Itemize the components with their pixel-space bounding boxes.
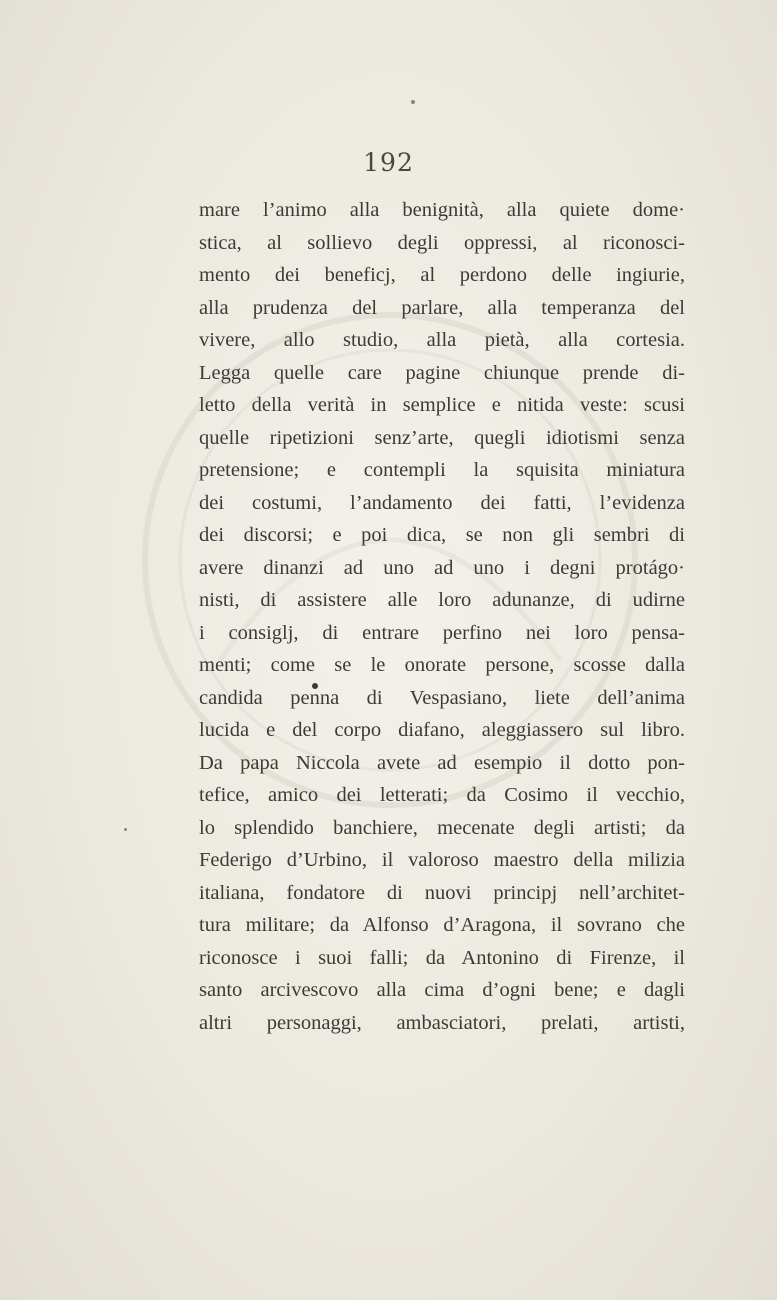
text-line: Federigo d’Urbino, il valoroso maestro della milizia xyxy=(199,849,685,871)
text-line: Legga quelle care pagine chiunque prende di- xyxy=(199,361,685,384)
text-line: altri personaggi, ambasciatori, prelati, artisti, xyxy=(199,1011,685,1034)
text-line: menti; come se le onorate persone, scosse dalla xyxy=(199,654,685,676)
text-line: tura militare; da Alfonso d’Aragona, il sovrano che xyxy=(199,914,685,936)
text-line: candida penna di Vespasiano, liete dell’anima xyxy=(199,686,685,709)
ink-speck xyxy=(124,828,127,831)
text-line: avere dinanzi ad uno ad uno i degni protágo· xyxy=(199,556,685,579)
text-line: tefice, amico dei letterati; da Cosimo il vecchio, xyxy=(199,784,685,806)
text-line: stica, al sollievo degli oppressi, al riconosci- xyxy=(199,231,685,254)
text-line: nisti, di assistere alle loro adunanze, di udirne xyxy=(199,589,685,611)
text-line: riconosce i suoi falli; da Antonino di Firenze, il xyxy=(199,946,685,969)
text-line: alla prudenza del parlare, alla temperanza del xyxy=(199,296,685,319)
ink-speck xyxy=(411,100,415,104)
text-line: lo splendido banchiere, mecenate degli artisti; da xyxy=(199,816,685,839)
text-line: i consiglj, di entrare perfino nei loro pensa- xyxy=(199,621,685,644)
text-line: santo arcivescovo alla cima d’ogni bene; e dagli xyxy=(199,979,685,1001)
text-line: italiana, fondatore di nuovi principj nell’architet- xyxy=(199,881,685,904)
text-line: letto della verità in semplice e nitida veste: scusi xyxy=(199,394,685,416)
body-text xyxy=(199,194,685,1039)
text-line: vivere, allo studio, alla pietà, alla cortesia. xyxy=(199,329,685,351)
page-number: 192 xyxy=(363,148,414,177)
text-line: lucida e del corpo diafano, aleggiassero sul libro. xyxy=(199,719,685,741)
text-line: dei costumi, l’andamento dei fatti, l’evidenza xyxy=(199,491,685,514)
text-line: dei discorsi; e poi dica, se non gli sembri di xyxy=(199,524,685,546)
text-line: mare l’animo alla benignità, alla quiete dome· xyxy=(199,199,685,221)
text-line: pretensione; e contempli la squisita miniatura xyxy=(199,459,685,481)
text-line: mento dei beneficj, al perdono delle ingiurie, xyxy=(199,264,685,286)
text-line: quelle ripetizioni senz’arte, quegli idiotismi senza xyxy=(199,426,685,449)
text-line: Da papa Niccola avete ad esempio il dotto pon- xyxy=(199,751,685,774)
